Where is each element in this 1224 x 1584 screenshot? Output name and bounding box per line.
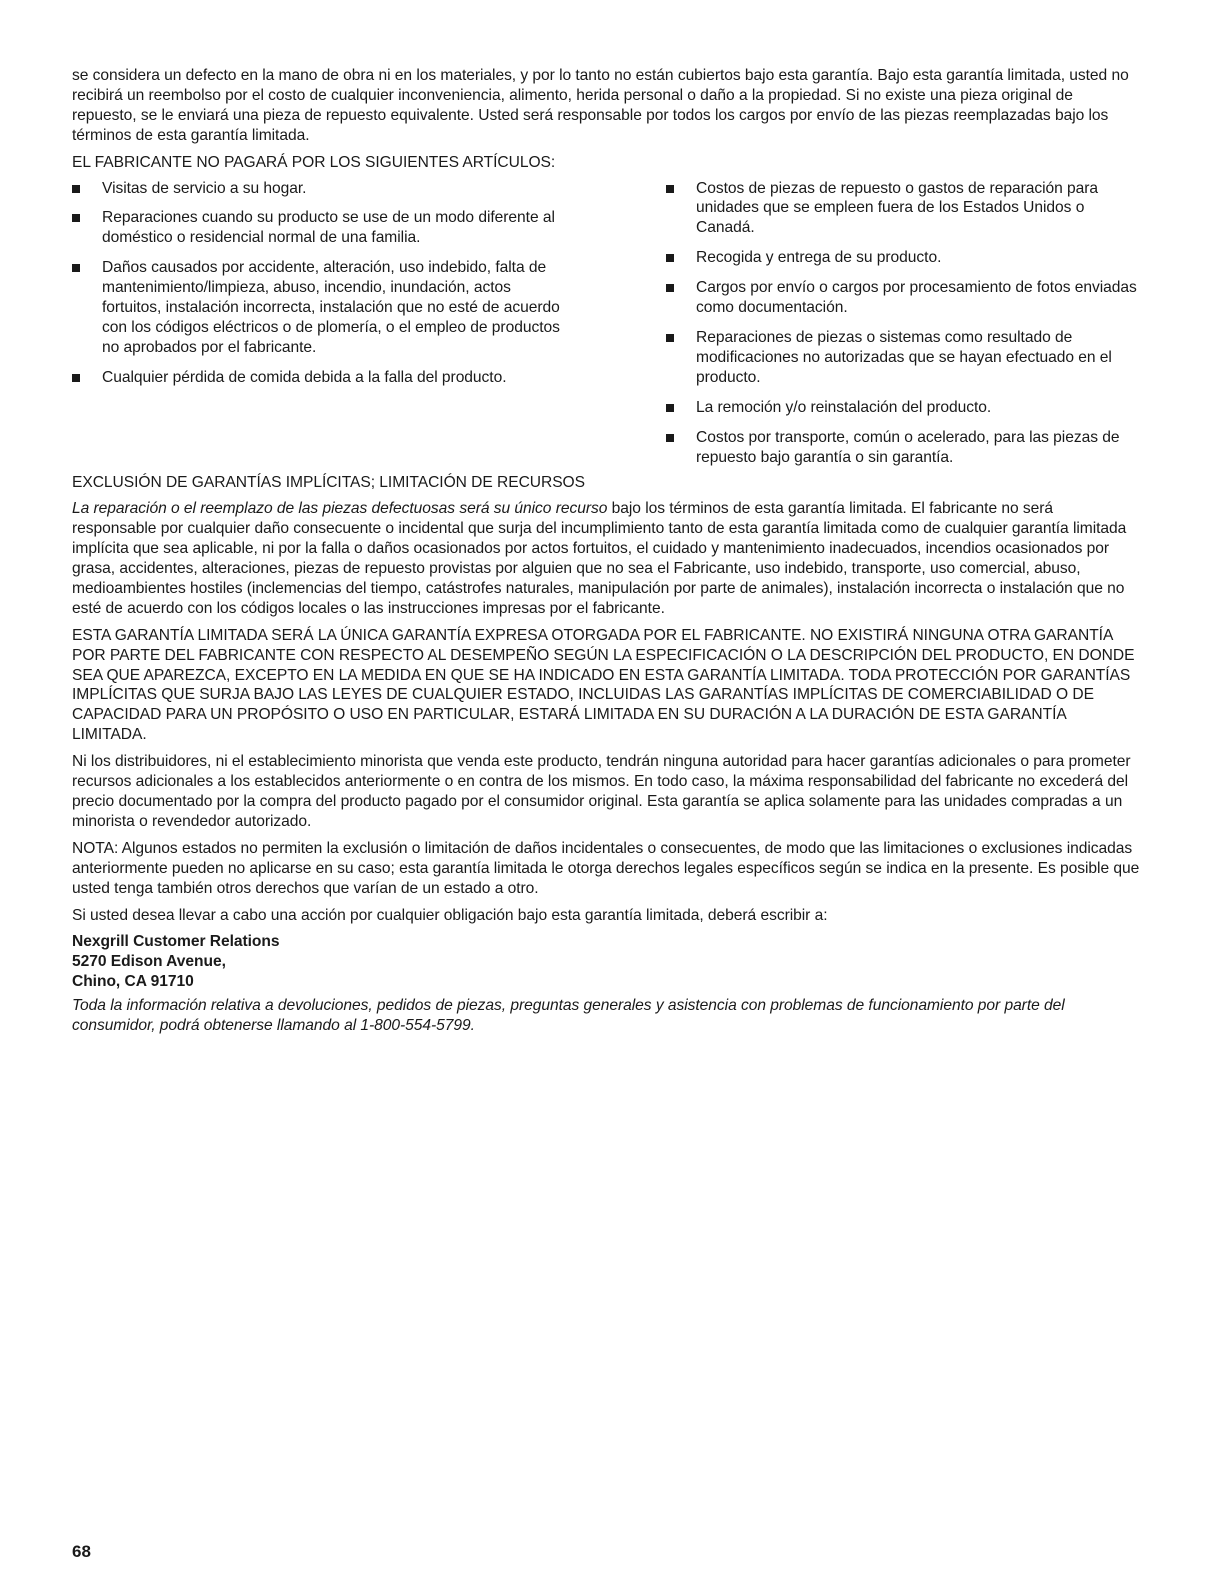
not-paid-columns	[72, 179, 1140, 468]
list-item	[666, 328, 1140, 388]
list-item	[72, 179, 570, 199]
list-item-text: Reparaciones cuando su producto se use de un modo diferente al doméstico o residencial normal de una familia.	[102, 209, 555, 247]
list-item-text: Recogida y entrega de su producto.	[696, 249, 942, 267]
right-column	[666, 179, 1140, 468]
list-item	[666, 179, 1140, 239]
list-item	[72, 258, 570, 358]
square-bullet-icon	[666, 254, 674, 262]
right-item-list	[666, 179, 1140, 468]
square-bullet-icon	[666, 284, 674, 292]
page-number: 68	[72, 1542, 91, 1561]
square-bullet-icon	[666, 185, 674, 193]
address-line-2: 5270 Edison Avenue,	[72, 953, 226, 971]
square-bullet-icon	[666, 334, 674, 342]
address-line-3: Chino, CA 91710	[72, 973, 194, 991]
list-item	[666, 428, 1140, 468]
exclusion-paragraph	[72, 499, 1140, 618]
distributors-paragraph: Ni los distribuidores, ni el establecimiento minorista que venda este producto, tendrán ninguna autoridad para hacer garantías adicionales o para prometer recursos adicionales a los establecidos anteriormente o en contra de los mismos. En todo caso, la máxima responsabilidad del fabricante no excederá del precio documentado por la compra del producto pagado por el consumidor original. Esta garantía se aplica solamente para las unidades compradas a un minorista o revendedor autorizado.	[72, 753, 1131, 830]
list-item-text: Visitas de servicio a su hogar.	[102, 179, 307, 197]
list-item-text: Costos por transporte, común o acelerado, para las piezas de repuesto bajo garantía o sin garantía.	[696, 428, 1120, 466]
list-item-text: Cargos por envío o cargos por procesamiento de fotos enviadas como documentación.	[696, 279, 1137, 317]
action-paragraph: Si usted desea llevar a cabo una acción por cualquier obligación bajo esta garantía limitada, deberá escribir a:	[72, 906, 828, 924]
exclusion-heading: EXCLUSIÓN DE GARANTÍAS IMPLÍCITAS; LIMITACIÓN DE RECURSOS	[72, 474, 585, 492]
address-line-1: Nexgrill Customer Relations	[72, 933, 280, 951]
left-column	[72, 179, 570, 468]
list-item	[666, 248, 1140, 268]
square-bullet-icon	[72, 264, 80, 272]
sole-warranty-paragraph: ESTA GARANTÍA LIMITADA SERÁ LA ÚNICA GARANTÍA EXPRESA OTORGADA POR EL FABRICANTE. NO EXISTIRÁ NINGUNA OTRA GARANTÍA POR PARTE DEL FABRICANTE CON RESPECTO AL DESEMPEÑO SEGÚN LA ESPECIFICACIÓN O LA DESCRIPCIÓN DEL PRODUCTO, EN DONDE SEA QUE APAREZCA, EXCEPTO EN LA MEDIDA EN QUE SE HA INDICADO EN ESTA GARANTÍA LIMITADA. TODA PROTECCIÓN POR GARANTÍAS IMPLÍCITAS QUE SURJA BAJO LAS LEYES DE CUALQUIER ESTADO, INCLUIDAS LAS GARANTÍAS IMPLÍCITAS DE COMERCIABILIDAD O DE CAPACIDAD PARA UN PROPÓSITO O USO EN PARTICULAR, ESTARÁ LIMITADA EN SU DURACIÓN A LA DURACIÓN DE ESTA GARANTÍA LIMITADA.	[72, 626, 1135, 744]
list-item-text: Cualquier pérdida de comida debida a la falla del producto.	[102, 368, 507, 386]
warranty-page	[72, 66, 1140, 1043]
note-paragraph: NOTA: Algunos estados no permiten la exclusión o limitación de daños incidentales o consecuentes, de modo que las limitaciones o exclusiones indicadas anteriormente pueden no aplicarse en su caso; esta garantía limitada le otorga derechos legales específicos según se indica en la presente. Es posible que usted tenga también otros derechos que varían de un estado a otro.	[72, 839, 1140, 897]
list-item-text: Daños causados por accidente, alteración, uso indebido, falta de mantenimiento/limpieza, abuso, incendio, inundación, actos fortuitos, instalación incorrecta, instalación que no esté de acuerdo con los códigos eléctricos o de plomería, o el empleo de productos no aprobados por el fabricante.	[102, 259, 560, 356]
left-item-list	[72, 179, 570, 388]
list-item-text: Costos de piezas de repuesto o gastos de reparación para unidades que se empleen fuera de los Estados Unidos o Canadá.	[696, 179, 1099, 237]
list-item-text: La remoción y/o reinstalación del producto.	[696, 398, 992, 416]
square-bullet-icon	[72, 214, 80, 222]
list-item	[72, 208, 570, 248]
exclusion-italic-text: La reparación o el reemplazo de las piezas defectuosas será su único recurso	[72, 500, 608, 518]
mailing-address	[72, 932, 1140, 991]
list-item	[666, 398, 1140, 418]
square-bullet-icon	[666, 434, 674, 442]
square-bullet-icon	[72, 374, 80, 382]
contact-note: Toda la información relativa a devoluciones, pedidos de piezas, preguntas generales y asistencia con problemas de funcionamiento por parte del consumidor, podrá obtenerse llamando al 1-800-554-5799.	[72, 996, 1065, 1034]
list-item-text: Reparaciones de piezas o sistemas como resultado de modificaciones no autorizadas que se hayan efectuado en el producto.	[696, 328, 1112, 386]
not-paid-heading: EL FABRICANTE NO PAGARÁ POR LOS SIGUIENTES ARTÍCULOS:	[72, 153, 556, 171]
intro-paragraph: se considera un defecto en la mano de obra ni en los materiales, y por lo tanto no están cubiertos bajo esta garantía. Bajo esta garantía limitada, usted no recibirá un reembolso por el costo de cualquier inconveniencia, alimento, herida personal o daño a la propiedad. Si no existe una pieza original de repuesto, se le enviará una pieza de repuesto equivalente. Usted será responsable por todos los cargos por envío de las piezas reemplazadas bajo los términos de esta garantía limitada.	[72, 67, 1129, 144]
list-item	[666, 278, 1140, 318]
list-item	[72, 368, 570, 388]
square-bullet-icon	[666, 404, 674, 412]
exclusion-rest-text: bajo los términos de esta garantía limitada. El fabricante no será responsable por cualquier daño consecuente o incidental que surja del incumplimiento tanto de esta garantía limitada como de cualquier garantía limitada implícita que sea aplicable, ni por la falla o daños ocasionados por actos fortuitos, el cuidado y mantenimiento inadecuados, incendios ocasionados por grasa, accidentes, alteraciones, piezas de repuesto provistas por alguien que no sea el Fabricante, uso indebido, transporte, uso comercial, abuso, medioambientes hostiles (inclemencias del tiempo, catástrofes naturales, manipulación por parte de animales), instalación incorrecta o instalación que no esté de acuerdo con los códigos locales o las instrucciones impresas por el fabricante.	[72, 500, 1127, 617]
square-bullet-icon	[72, 185, 80, 193]
